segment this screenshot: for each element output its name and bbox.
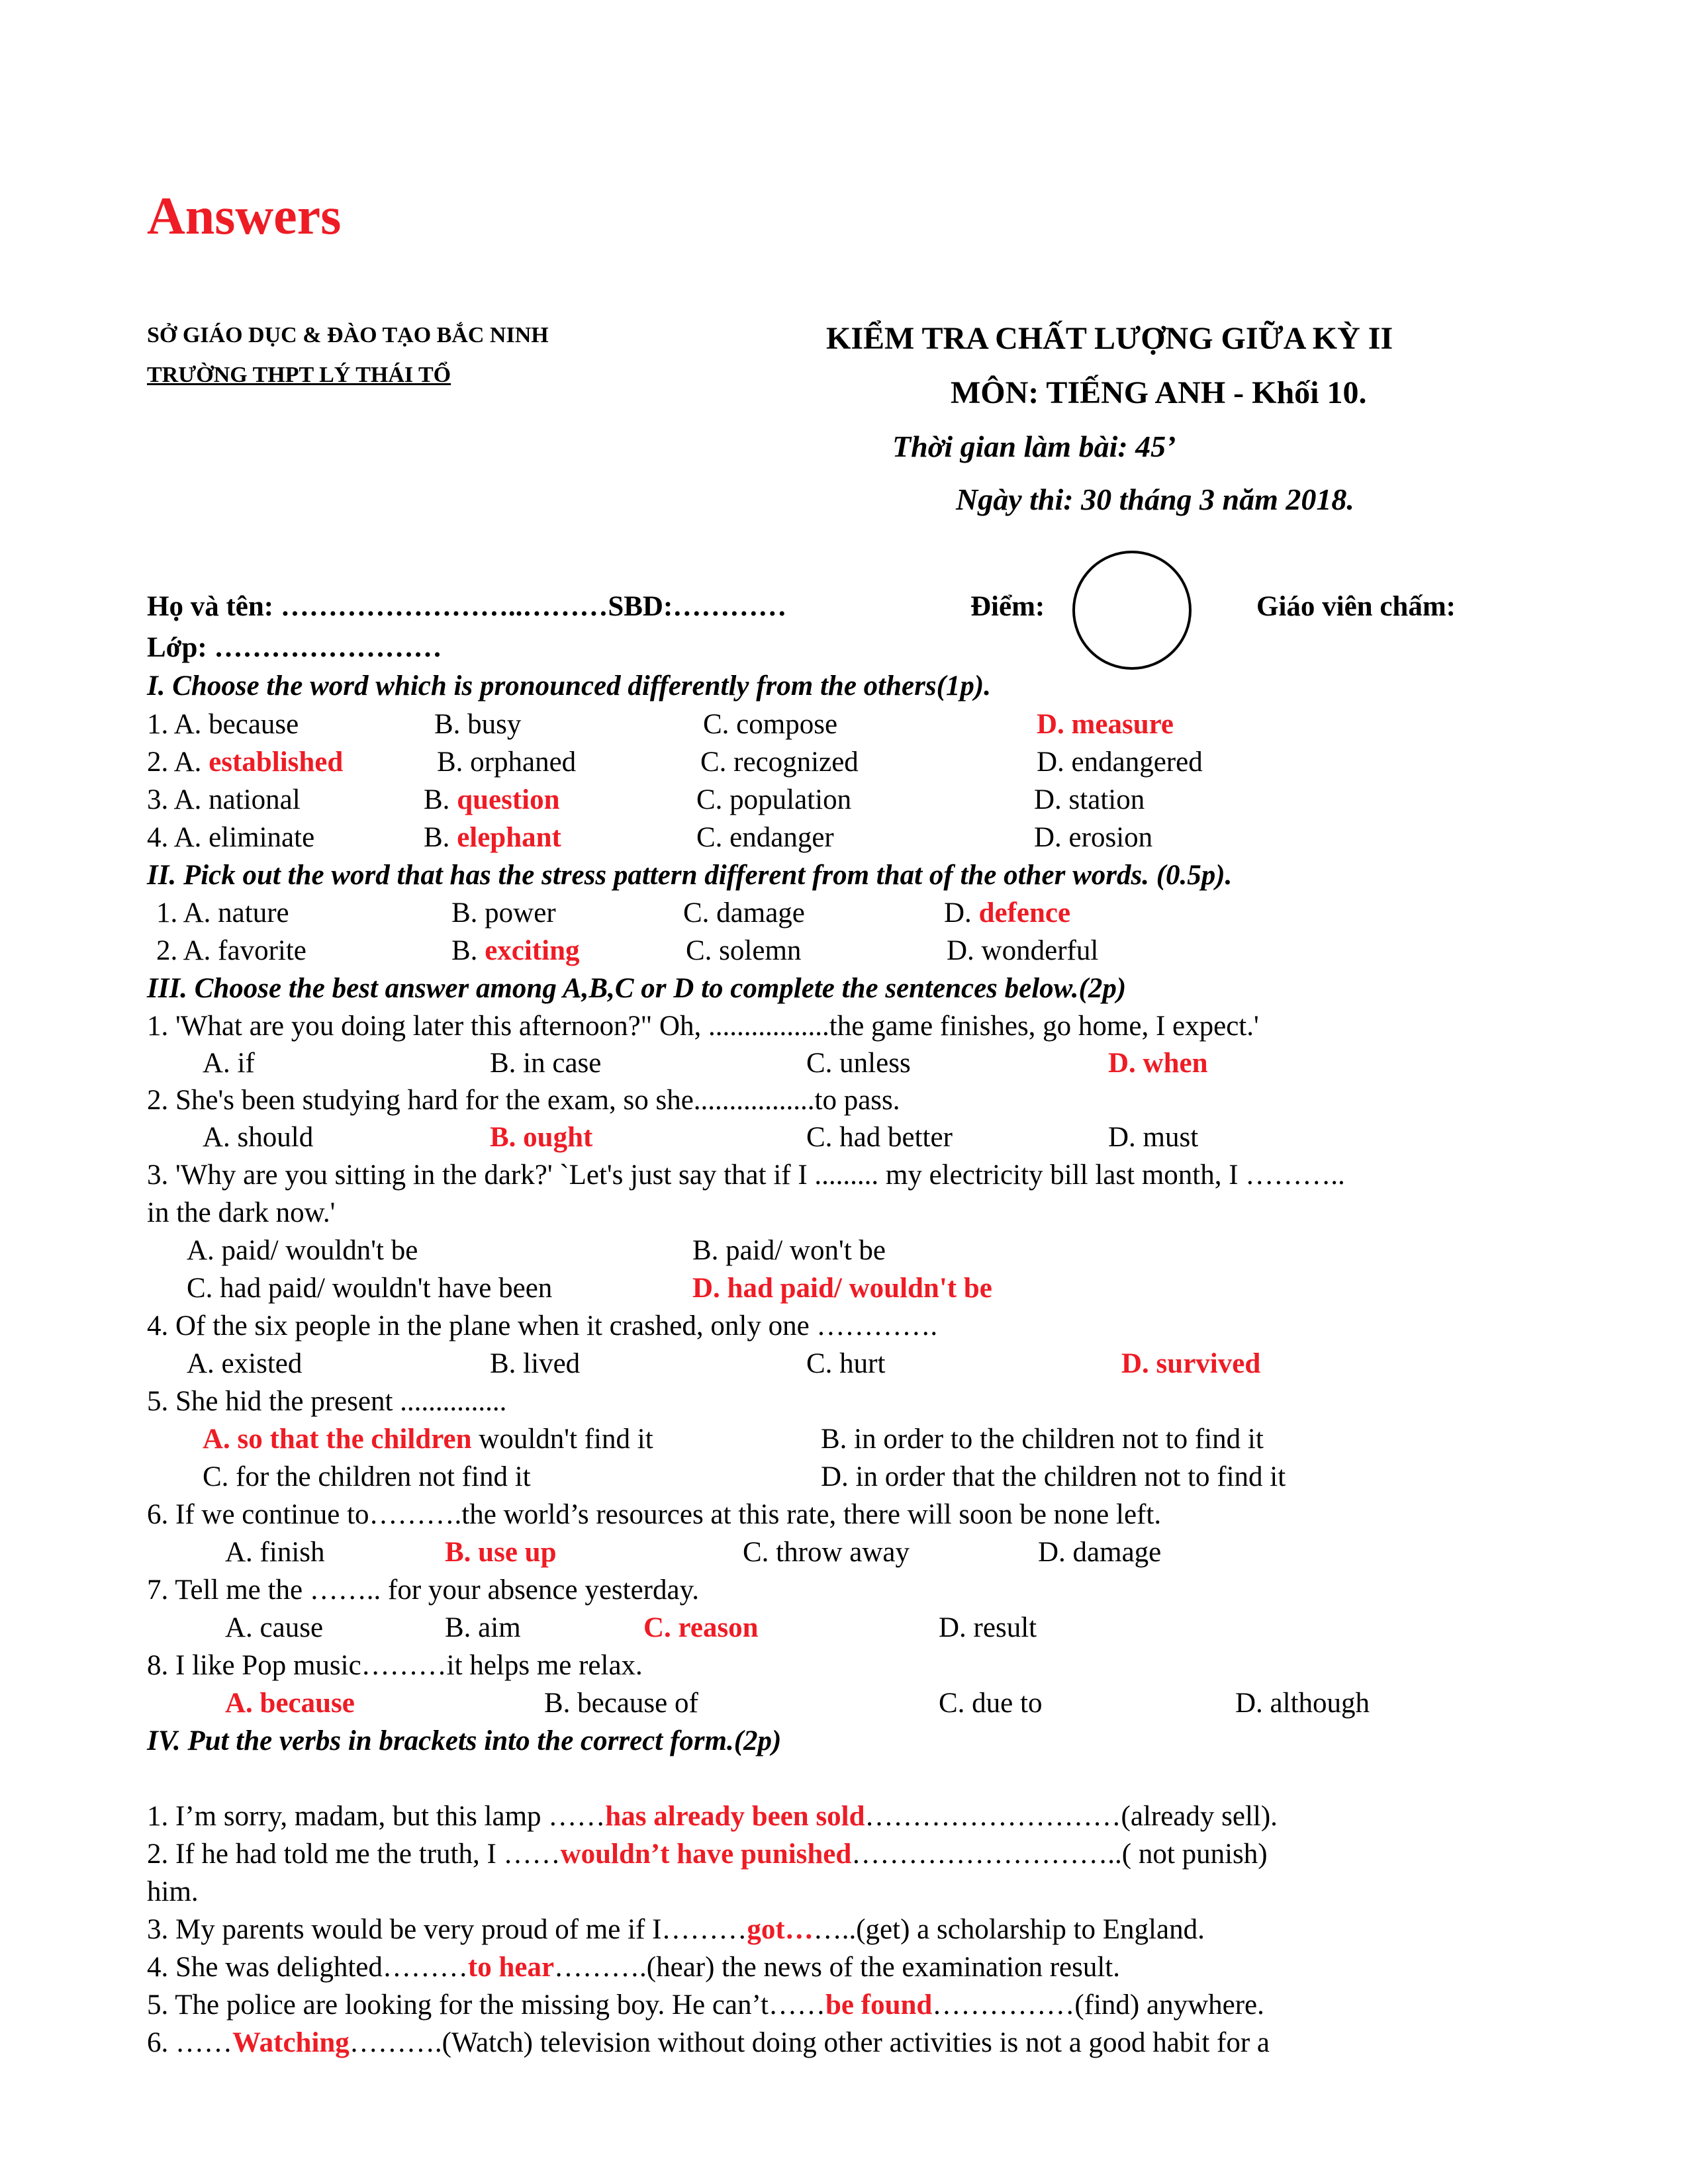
s3-q3-a: A. paid/ wouldn't be xyxy=(187,1235,418,1266)
section-3-heading: III. Choose the best answer among A,B,C or D to complete the sentences below.(2p) xyxy=(147,973,1127,1004)
s3-q2-c: C. had better xyxy=(806,1122,953,1153)
s3-q7-text: 7. Tell me the …….. for your absence yesterday. xyxy=(147,1574,700,1606)
s4-q3-pre: 3. My parents would be very proud of me if I……… xyxy=(147,1914,747,1945)
s3-q1-b: B. in case xyxy=(490,1048,602,1079)
s1-q4-d: D. erosion xyxy=(1034,822,1153,853)
s3-q4-answer: D. survived xyxy=(1121,1348,1261,1379)
s3-q6-answer: B. use up xyxy=(445,1537,557,1568)
s3-q4-c: C. hurt xyxy=(806,1348,886,1379)
department-name: SỞ GIÁO DỤC & ĐÀO TẠO BẮC NINH xyxy=(147,323,549,347)
s3-q7-b: B. aim xyxy=(445,1612,521,1643)
s4-q1-answer: has already been sold xyxy=(605,1801,865,1832)
s3-q7-a: A. cause xyxy=(225,1612,324,1643)
s4-q1-pre: 1. I’m sorry, madam, but this lamp …… xyxy=(147,1801,606,1832)
s3-q3-answer: D. had paid/ wouldn't be xyxy=(692,1273,992,1304)
s3-q5-d: D. in order that the children not to find it xyxy=(821,1461,1286,1492)
s3-q4-b: B. lived xyxy=(490,1348,581,1379)
s3-q5-answer: A. so that the children xyxy=(203,1424,472,1455)
s4-q3-answer: got… xyxy=(747,1914,814,1945)
s3-q8-b: B. because of xyxy=(544,1688,698,1719)
s1-q3-a: 3. A. national xyxy=(147,784,301,815)
s3-q8-answer: A. because xyxy=(225,1688,355,1719)
s4-q4-post: ……….(hear) the news of the examination result. xyxy=(554,1952,1121,1983)
s3-q5-b: B. in order to the children not to find it xyxy=(821,1424,1264,1455)
s3-q2-a: A. should xyxy=(203,1122,314,1153)
s1-q4-a: 4. A. eliminate xyxy=(147,822,315,853)
s2-q2-answer: exciting xyxy=(485,935,580,966)
s3-q2-answer: B. ought xyxy=(490,1122,593,1153)
s4-q3-post: …..(get) a scholarship to England. xyxy=(813,1914,1205,1945)
s1-q4-b-prefix: B. xyxy=(424,822,457,853)
s3-q1-a: A. if xyxy=(203,1048,255,1079)
section-4-heading: IV. Put the verbs in brackets into the correct form.(2p) xyxy=(147,1725,782,1756)
s1-q3-b xyxy=(424,784,560,817)
s4-q4-pre: 4. She was delighted……… xyxy=(147,1952,468,1983)
s2-q1-d-prefix: D. xyxy=(944,897,979,929)
s4-q2-answer: wouldn’t have punished xyxy=(560,1839,852,1870)
s4-q6-post: ……….(Watch) television without doing other activities is not a good habit for a xyxy=(349,2027,1270,2058)
s1-q3-b-prefix: B. xyxy=(424,784,457,815)
s3-q2-text: 2. She's been studying hard for the exam, so she.................to pass. xyxy=(147,1085,900,1116)
s4-q5-pre: 5. The police are looking for the missing boy. He can’t…… xyxy=(147,1989,826,2021)
exam-title: KIỂM TRA CHẤT LƯỢNG GIỮA KỲ II xyxy=(826,321,1393,356)
s2-q1-b: B. power xyxy=(451,897,556,929)
s1-q2-c: C. recognized xyxy=(700,747,859,778)
s3-q5-a-rest: wouldn't find it xyxy=(471,1424,653,1455)
s4-q2 xyxy=(147,1838,1268,1871)
s4-q2-cont: him. xyxy=(147,1876,199,1907)
s1-q1-c: C. compose xyxy=(703,709,838,740)
s3-q7-d: D. result xyxy=(939,1612,1037,1643)
s3-q1-text: 1. 'What are you doing later this afternoon?" Oh, .................the game finishes, go home, I expect.' xyxy=(147,1011,1259,1042)
s3-q6-d: D. damage xyxy=(1038,1537,1162,1568)
s3-q7-answer: C. reason xyxy=(643,1612,759,1643)
s3-q8-text: 8. I like Pop music………it helps me relax. xyxy=(147,1650,643,1681)
section-2-heading: II. Pick out the word that has the stress pattern different from that of the other words. (0.5p). xyxy=(147,860,1233,891)
s2-q2-b-prefix: B. xyxy=(451,935,485,966)
s1-q2-answer: established xyxy=(209,747,344,778)
s3-q4-a: A. existed xyxy=(187,1348,303,1379)
s3-q3-text-cont: in the dark now.' xyxy=(147,1197,336,1228)
s3-q2-d: D. must xyxy=(1108,1122,1199,1153)
s1-q2-a-prefix: 2. A. xyxy=(147,747,209,778)
s1-q3-d: D. station xyxy=(1034,784,1145,815)
s3-q1-c: C. unless xyxy=(806,1048,911,1079)
s2-q2-d: D. wonderful xyxy=(947,935,1099,966)
s4-q5 xyxy=(147,1989,1264,2022)
score-circle xyxy=(1072,551,1192,670)
class-field: Lớp: …………………… xyxy=(147,632,442,663)
s3-q8-c: C. due to xyxy=(939,1688,1043,1719)
exam-time: Thời gian làm bài: 45’ xyxy=(892,430,1176,463)
s4-q5-answer: be found xyxy=(825,1989,933,2021)
s2-q2-b xyxy=(451,934,580,968)
s4-q5-post: ……………(find) anywhere. xyxy=(932,1989,1264,2021)
s2-q1-c: C. damage xyxy=(683,897,805,929)
s3-q5-text: 5. She hid the present ............... xyxy=(147,1386,507,1417)
exam-date: Ngày thi: 30 tháng 3 năm 2018. xyxy=(956,482,1354,516)
s3-q6-a: A. finish xyxy=(225,1537,325,1568)
s1-q1-a: 1. A. because xyxy=(147,709,299,740)
s2-q2-c: C. solemn xyxy=(686,935,802,966)
s1-q4-answer: elephant xyxy=(457,822,561,853)
s3-q5-a xyxy=(203,1423,653,1456)
s3-q3-text: 3. 'Why are you sitting in the dark?' `Let's just say that if I ......... my electricity bill last month, I ……….. xyxy=(147,1160,1345,1191)
s4-q6 xyxy=(147,2026,1270,2060)
s3-q3-c: C. had paid/ wouldn't have been xyxy=(187,1273,553,1304)
s2-q1-a: 1. A. nature xyxy=(156,897,289,929)
s4-q1 xyxy=(147,1800,1278,1833)
s1-q4-b xyxy=(424,821,561,854)
exam-subject: MÔN: TIẾNG ANH - Khối 10. xyxy=(951,375,1367,410)
s4-q4 xyxy=(147,1951,1120,1984)
s3-q6-text: 6. If we continue to……….the world’s resources at this rate, there will soon be none left. xyxy=(147,1499,1162,1530)
s2-q2-a: 2. A. favorite xyxy=(156,935,306,966)
s3-q6-c: C. throw away xyxy=(743,1537,910,1568)
s4-q3 xyxy=(147,1913,1205,1946)
grader-label: Giáo viên chấm: xyxy=(1256,591,1456,622)
s3-q8-d: D. although xyxy=(1235,1688,1370,1719)
s1-q4-c: C. endanger xyxy=(696,822,834,853)
s1-q2-b: B. orphaned xyxy=(437,747,577,778)
s1-q3-c: C. population xyxy=(696,784,852,815)
s4-q2-post: ………………………..( not punish) xyxy=(851,1839,1268,1870)
s1-q3-answer: question xyxy=(457,784,560,815)
s4-q1-post: ………………………(already sell). xyxy=(865,1801,1278,1832)
s3-q4-text: 4. Of the six people in the plane when it crashed, only one …………. xyxy=(147,1310,938,1342)
school-name: TRƯỜNG THPT LÝ THÁI TỔ xyxy=(147,363,451,387)
s4-q6-answer: Watching xyxy=(232,2027,350,2058)
s1-q2-d: D. endangered xyxy=(1037,747,1203,778)
s3-q5-c: C. for the children not find it xyxy=(203,1461,531,1492)
s3-q3-b: B. paid/ won't be xyxy=(692,1235,886,1266)
s4-q6-pre: 6. …… xyxy=(147,2027,232,2058)
answers-title: Answers xyxy=(147,187,342,246)
s1-q2-a xyxy=(147,746,343,779)
student-name-field: Họ và tên: ……………………..………SBD:………… xyxy=(147,591,787,622)
s4-q2-pre: 2. If he had told me the truth, I …… xyxy=(147,1839,561,1870)
s4-q4-answer: to hear xyxy=(467,1952,555,1983)
s2-q1-d xyxy=(944,897,1070,930)
score-label: Điểm: xyxy=(970,591,1045,622)
section-1-heading: I. Choose the word which is pronounced differently from the others(1p). xyxy=(147,670,991,702)
s1-q1-b: B. busy xyxy=(434,709,522,740)
s3-q1-answer: D. when xyxy=(1108,1048,1208,1079)
s1-q1-answer: D. measure xyxy=(1037,709,1174,740)
s2-q1-answer: defence xyxy=(978,897,1071,929)
